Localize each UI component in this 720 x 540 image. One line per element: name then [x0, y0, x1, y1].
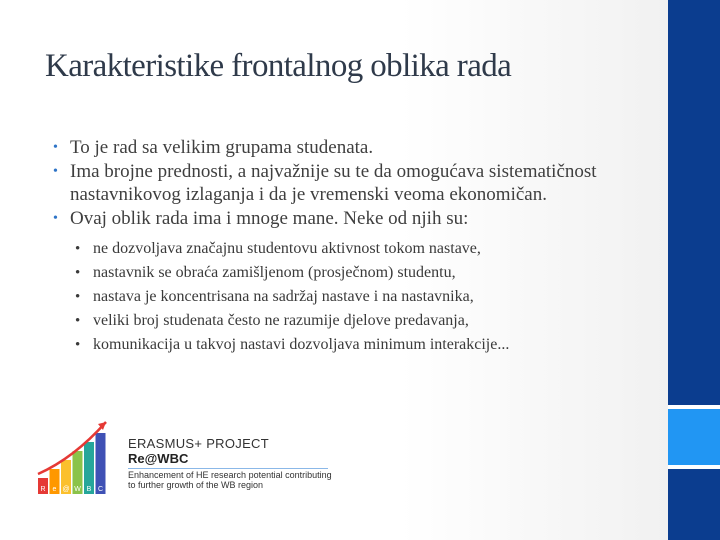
logo-bar-letter: e	[52, 486, 57, 493]
logo-bar-letter: C	[97, 486, 104, 493]
sub-bullet-list	[53, 237, 653, 357]
bullet-item	[53, 207, 653, 230]
right-sidebar-decoration	[668, 0, 720, 540]
growth-chart-icon	[34, 418, 126, 502]
logo-divider	[128, 468, 328, 469]
sub-bullet-icon: •	[75, 241, 81, 257]
logo-bar	[96, 433, 106, 494]
sub-bullet-icon: •	[75, 313, 81, 329]
sub-bullet-text: nastavnik se obraća zamišljenom (prosječnom) studentu,	[93, 264, 456, 281]
sub-bullet-text: veliki broj studenata često ne razumije djelove predavanja,	[93, 312, 469, 329]
bullet-text: Ovaj oblik rada ima i mnoge mane. Neke od njih su:	[70, 208, 469, 229]
sub-bullet-text: nastava je koncentrisana na sadržaj nastave i na nastavnika,	[93, 288, 474, 305]
slide-title: Karakteristike frontalnog oblika rada	[45, 48, 512, 84]
sub-bullet-icon: •	[75, 289, 81, 305]
sub-bullet-item	[75, 237, 653, 261]
erasmus-logo	[34, 418, 344, 502]
logo-bar-letter: @	[62, 486, 70, 493]
sidebar-block-top	[668, 0, 720, 405]
bullet-text: Ima brojne prednosti, a najvažnije su te da omogućava sistematičnost nastavnikovog izlaganja i da je vremenski veoma ekonomičan.	[70, 161, 597, 205]
bullet-icon: •	[53, 140, 58, 155]
sidebar-block-accent	[668, 409, 720, 465]
sub-bullet-icon: •	[75, 265, 81, 281]
sub-bullet-item	[75, 309, 653, 333]
logo-project-name: Re@WBC	[128, 451, 189, 466]
bullet-item	[53, 136, 653, 159]
sub-bullet-text: ne dozvoljava značajnu studentovu aktivnost tokom nastave,	[93, 240, 481, 257]
sub-bullet-icon: •	[75, 337, 81, 353]
logo-tagline: Enhancement of HE research potential contributing to further growth of the WB region	[128, 470, 332, 490]
sub-bullet-text: komunikacija u takvoj nastavi dozvoljava minimum interakcije...	[93, 336, 510, 353]
bullet-item	[53, 160, 653, 206]
sidebar-block-bottom	[668, 469, 720, 540]
logo-bar-letter: W	[74, 486, 81, 493]
bullet-text: To je rad sa velikim grupama studenata.	[70, 137, 374, 158]
slide-content	[53, 136, 653, 357]
bullet-icon: •	[53, 164, 58, 179]
logo-bar-letter: B	[86, 486, 92, 493]
sub-bullet-item	[75, 333, 653, 357]
sub-bullet-item	[75, 285, 653, 309]
sub-bullet-item	[75, 261, 653, 285]
bullet-icon: •	[53, 211, 58, 226]
logo-project-label: ERASMUS+ PROJECT	[128, 436, 269, 451]
logo-bar-letter: R	[40, 486, 46, 493]
